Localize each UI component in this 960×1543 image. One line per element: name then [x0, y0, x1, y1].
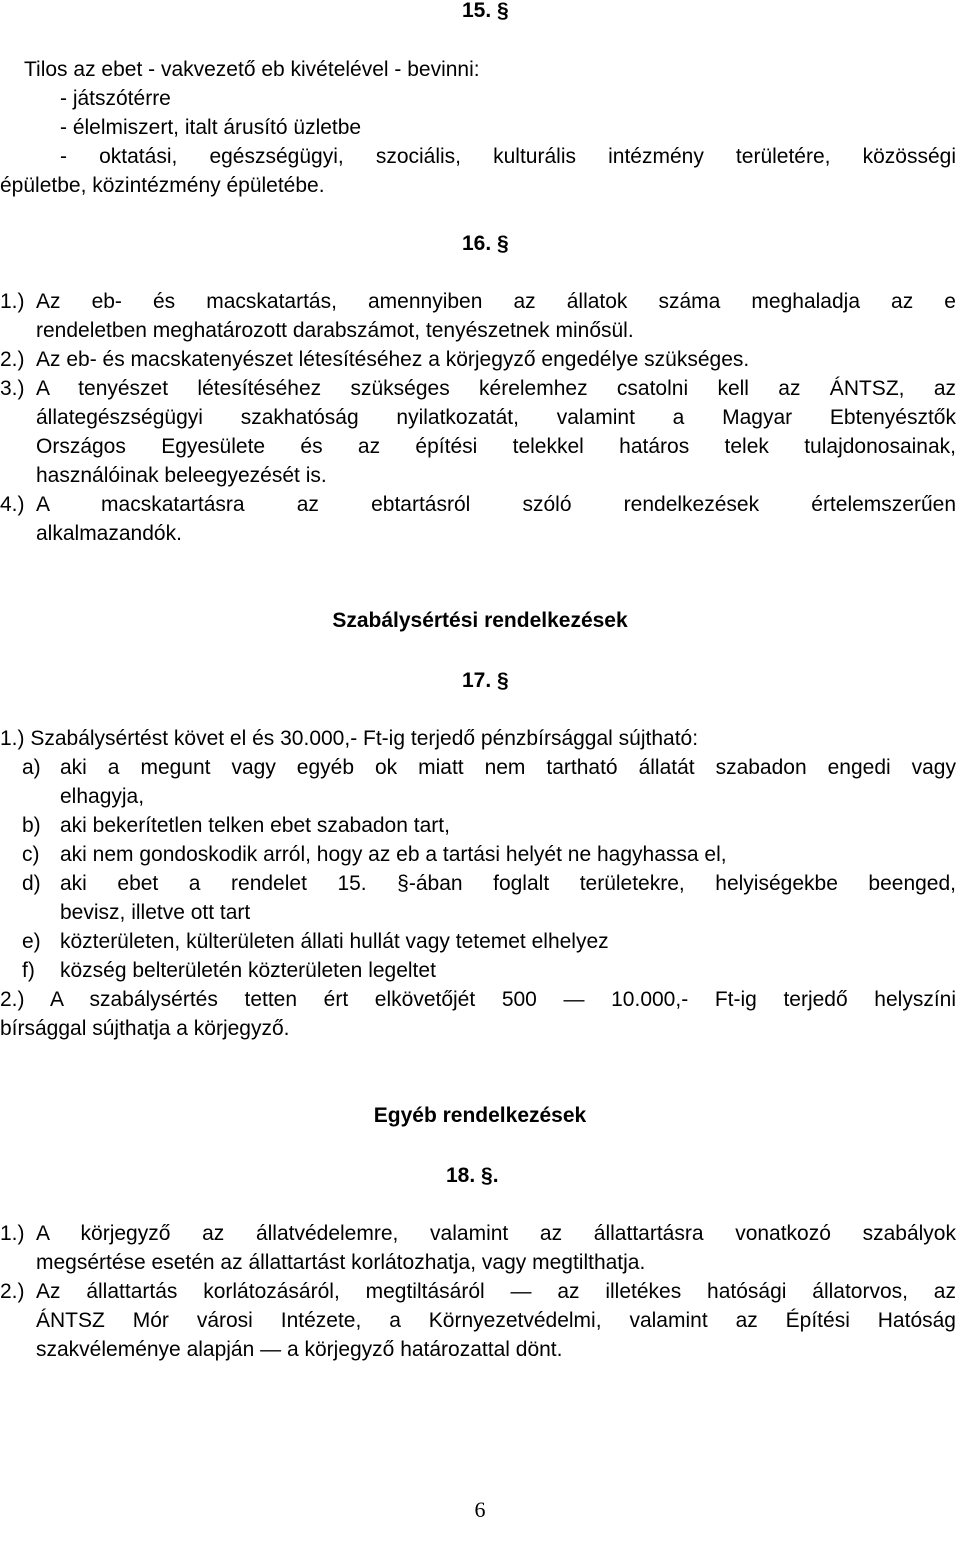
section-16-heading: 16. § [462, 232, 509, 255]
s16-p3-line-1: A tenyészet létesítéséhez szükséges kérelemhez csatolni kell az ÁNTSZ, az [36, 377, 956, 400]
s17-e-letter: e) [22, 930, 41, 953]
s16-p1-line-1: Az eb- és macskatartás, amennyiben az állatok száma meghaladja az e [36, 290, 956, 313]
s17-a-line-1: aki a megunt vagy egyéb ok miatt nem tartható állatát szabadon engedi vagy [60, 756, 956, 779]
s17-a-line-2: elhagyja, [60, 785, 145, 808]
s17-p1: 1.) Szabálysértést követ el és 30.000,- Ft-ig terjedő pénzbírsággal sújtható: [0, 727, 699, 750]
s16-p3-line-4: használóinak beleegyezését is. [36, 464, 327, 487]
s16-p2-number: 2.) [0, 348, 25, 371]
s18-p2-line-3: szakvéleménye alapján — a körjegyző határozattal dönt. [36, 1338, 563, 1361]
s17-c-letter: c) [22, 843, 40, 866]
s17-d-line-1: aki ebet a rendelet 15. §-ában foglalt területekre, helyiségekbe beenged, [60, 872, 956, 895]
s18-p2-number: 2.) [0, 1280, 25, 1303]
s16-p4-line-1: A macskatartásra az ebtartásról szóló rendelkezések értelemszerűen [36, 493, 956, 516]
s16-p1-line-2: rendeletben meghatározott darabszámot, tenyészetnek minősül. [36, 319, 634, 342]
s16-p1-number: 1.) [0, 290, 25, 313]
section-17-heading: 17. § [462, 669, 509, 692]
s17-a-letter: a) [22, 756, 41, 779]
s18-p1-line-2: megsértése esetén az állattartást korlátozhatja, vagy megtilthatja. [36, 1251, 646, 1274]
s18-p2-line-1: Az állattartás korlátozásáról, megtiltásáról — az illetékes hatósági állatorvos, az [36, 1280, 956, 1303]
s17-p2-line-1: 2.) A szabálysértés tetten ért elkövetőjét 500 — 10.000,- Ft-ig terjedő helyszíni [0, 988, 956, 1011]
s18-p1-number: 1.) [0, 1222, 25, 1245]
s16-p4-number: 4.) [0, 493, 25, 516]
s17-b-line-1: aki bekerítetlen telken ebet szabadon tart, [60, 814, 450, 837]
section-title-egyeb: Egyéb rendelkezések [373, 1104, 587, 1127]
s15-line-1: Tilos az ebet - vakvezető eb kivételével - bevinni: [24, 58, 480, 81]
section-15-heading: 15. § [462, 0, 509, 22]
s16-p2-line-1: Az eb- és macskatenyészet létesítéséhez a körjegyző engedélye szükséges. [36, 348, 750, 371]
s16-p3-number: 3.) [0, 377, 25, 400]
s17-d-letter: d) [22, 872, 41, 895]
s17-f-letter: f) [22, 959, 35, 982]
s16-p3-line-3: Országos Egyesülete és az építési telekkel határos telek tulajdonosainak, [36, 435, 956, 458]
s17-b-letter: b) [22, 814, 41, 837]
s17-c-line-1: aki nem gondoskodik arról, hogy az eb a tartási helyét ne hagyhassa el, [60, 843, 727, 866]
section-title-szabalysertesi: Szabálysértési rendelkezések [332, 609, 628, 632]
s18-p1-line-1: A körjegyző az állatvédelemre, valamint az állattartásra vonatkozó szabályok [36, 1222, 956, 1245]
s15-line-3: - élelmiszert, italt árusító üzletbe [60, 116, 362, 139]
section-18-heading: 18. §. [446, 1164, 499, 1187]
s17-d-line-2: bevisz, illetve ott tart [60, 901, 251, 924]
page-number: 6 [474, 1497, 486, 1522]
s15-line-4: - oktatási, egészségügyi, szociális, kulturális intézmény területére, közösségi [60, 145, 956, 168]
s17-f-line-1: község belterületén közterületen legeltet [60, 959, 436, 982]
s15-line-5: épületbe, közintézmény épületébe. [0, 174, 325, 197]
s18-p2-line-2: ÁNTSZ Mór városi Intézete, a Környezetvédelmi, valamint az Építési Hatóság [36, 1309, 956, 1332]
s16-p4-line-2: alkalmazandók. [36, 522, 182, 545]
s17-e-line-1: közterületen, külterületen állati hullát vagy tetemet elhelyez [60, 930, 609, 953]
s16-p3-line-2: állategészségügyi szakhatóság nyilatkozatát, valamint a Magyar Ebtenyésztők [36, 406, 956, 429]
s15-line-2: - játszótérre [60, 87, 171, 110]
s17-p2-line-2: bírsággal sújthatja a körjegyző. [0, 1017, 290, 1040]
